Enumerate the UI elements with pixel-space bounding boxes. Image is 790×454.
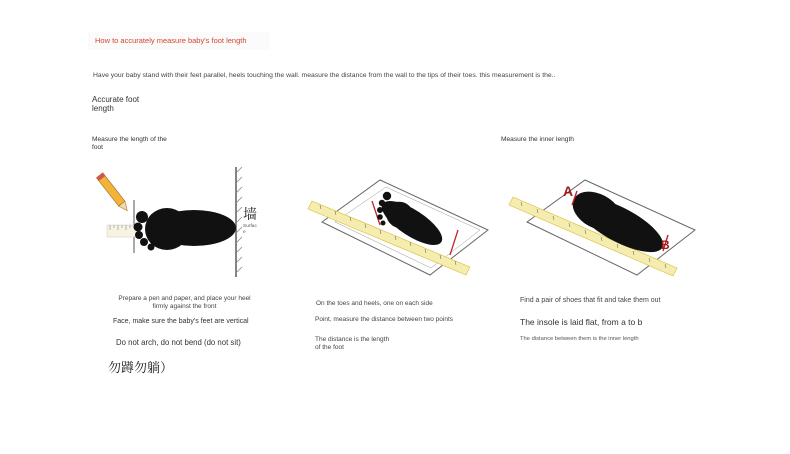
panel1-caption-2: Face, make sure the baby's feet are vertical [113,318,249,325]
intro-text: Have your baby stand with their feet parallel, heels touching the wall. measure the distance from the wall to the tips of their toes. this measurement is the.. [93,72,556,79]
point-b-label: B [661,238,670,252]
panel1-caption-3: Do not arch, do not bend (do not sit) [116,338,241,347]
wall-label: 墙 [243,207,257,223]
section-heading: Accurate foot length [92,95,140,113]
panel3-caption-1: Find a pair of shoes that fit and take them out [520,297,661,304]
wall-hatch [236,167,242,273]
panel3-caption-2: The insole is laid flat, from a to b [520,317,643,327]
panel2-caption-3: The distance is the length of the foot [315,336,390,351]
foot-icon [134,208,237,251]
panel2-caption-1: On the toes and heels, one on each side [316,300,433,307]
surface-label: Surface [243,224,257,235]
panel2-illustration [300,175,495,285]
point-a-label: A [563,183,574,199]
page-title: How to accurately measure baby's foot length [95,36,247,45]
panel1-label: Measure the length of the foot [92,136,167,151]
panel1-note: 勿蹲勿躺） [108,361,174,376]
panel2-caption-2: Point, measure the distance between two points [315,316,454,323]
panel3-label: Measure the inner length [501,136,574,143]
pencil-icon [96,173,130,213]
panel3-illustration [505,175,700,285]
panel3-caption-3: The distance between them is the inner length [520,336,639,342]
panel1-caption-1: Prepare a pen and paper, and place your heel firmly against the front [118,295,251,310]
